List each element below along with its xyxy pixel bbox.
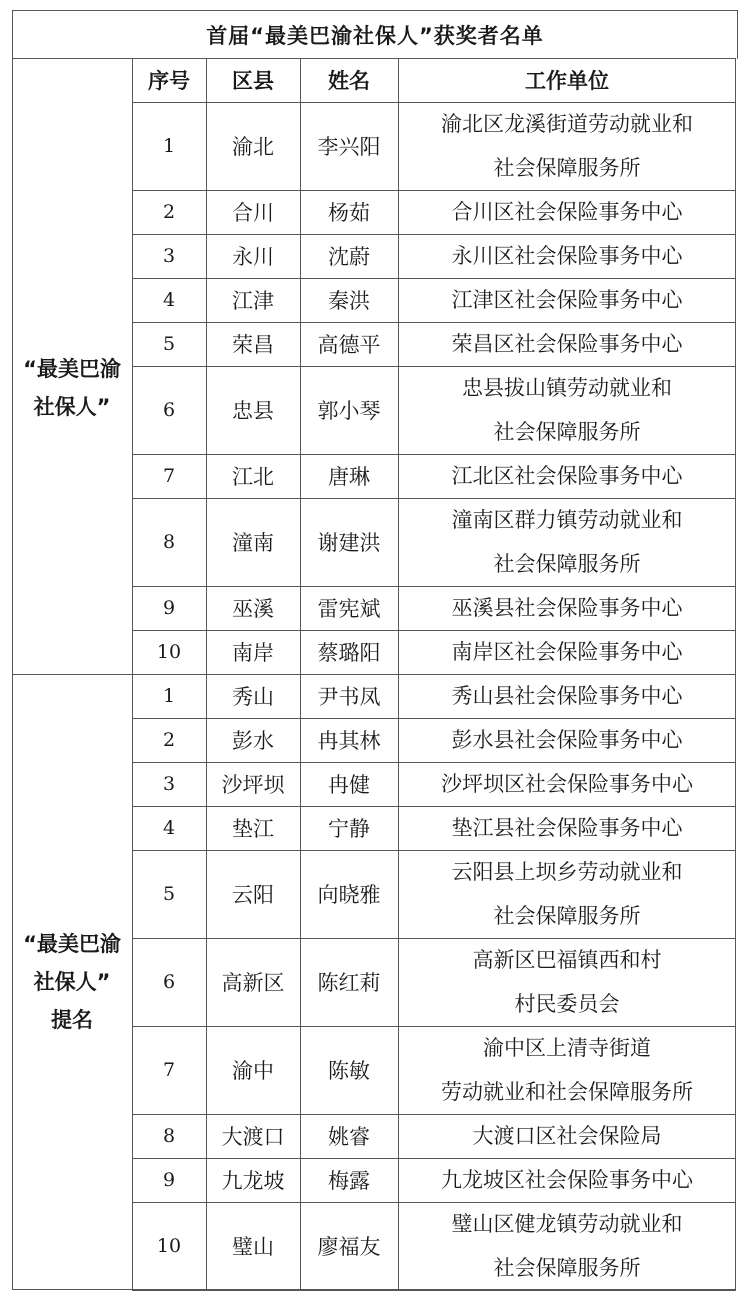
row-name: 谢建洪 [317,531,381,555]
row-name: 宁静 [328,817,370,841]
work-unit-line: 南岸区社会保险事务中心 [451,640,683,664]
row-name: 冉其林 [317,729,381,753]
row-work-unit [398,454,736,498]
group-label-line: 社保人” [33,395,111,419]
row-name: 陈敏 [328,1059,370,1083]
row-number: 4 [162,289,176,311]
row-number: 5 [162,883,176,905]
work-unit-line: 秀山县社会保险事务中心 [451,684,683,708]
row-district: 南岸 [232,641,274,665]
row-work-unit [398,762,736,806]
row-work-unit [398,674,736,718]
header-district: 区县 [232,69,274,93]
row-name: 高德平 [317,333,381,357]
work-unit-line: 社会保障服务所 [493,156,641,180]
row-district: 渝中 [232,1059,274,1083]
row-name: 蔡璐阳 [317,641,381,665]
header-unit: 工作单位 [525,69,609,93]
row-district: 潼南 [232,531,274,555]
group-label-line: 提名 [51,1008,93,1032]
group-label-line: “最美巴渝 [23,357,121,381]
row-work-unit [398,498,736,586]
row-district: 垫江 [232,817,274,841]
row-district: 云阳 [232,883,274,907]
group-label [12,102,132,674]
row-work-unit [398,1202,736,1290]
row-district: 高新区 [221,971,285,995]
row-name: 李兴阳 [317,135,381,159]
row-work-unit [398,938,736,1026]
row-district: 九龙坡 [221,1169,285,1193]
row-work-unit [398,1114,736,1158]
row-name: 秦洪 [328,289,370,313]
work-unit-line: 村民委员会 [514,992,620,1016]
row-work-unit [398,630,736,674]
group-label-line: 社保人” [33,970,111,994]
row-name: 沈蔚 [328,245,370,269]
row-district: 大渡口 [221,1125,285,1149]
work-unit-line: 荣昌区社会保险事务中心 [451,332,683,356]
row-number: 9 [162,1169,176,1191]
row-number: 9 [162,597,176,619]
work-unit-line: 璧山区健龙镇劳动就业和 [451,1212,683,1236]
row-name: 廖福友 [317,1235,381,1259]
row-number: 8 [162,1125,176,1147]
group-label-line: “最美巴渝 [23,932,121,956]
row-district: 彭水 [232,729,274,753]
header-name: 姓名 [328,69,370,93]
row-district: 璧山 [232,1235,274,1259]
work-unit-line: 大渡口区社会保险局 [472,1124,662,1148]
row-name: 冉健 [328,773,370,797]
row-name: 向晓雅 [317,883,381,907]
row-number: 10 [156,1235,182,1257]
row-number: 3 [162,773,176,795]
award-list-table [12,10,738,1302]
table-grid [12,58,736,1290]
row-work-unit [398,718,736,762]
row-number: 5 [162,333,176,355]
work-unit-line: 劳动就业和社会保障服务所 [441,1080,693,1104]
work-unit-line: 巫溪县社会保险事务中心 [451,596,683,620]
work-unit-line: 江津区社会保险事务中心 [451,288,683,312]
row-number: 2 [162,729,176,751]
row-number: 3 [162,245,176,267]
row-name: 陈红莉 [317,971,381,995]
work-unit-line: 江北区社会保险事务中心 [451,464,683,488]
row-number: 2 [162,201,176,223]
row-work-unit [398,850,736,938]
row-name: 唐琳 [328,465,370,489]
row-district: 秀山 [232,685,274,709]
row-name: 姚睿 [328,1125,370,1149]
row-district: 江津 [232,289,274,313]
row-number: 7 [162,465,176,487]
work-unit-line: 渝北区龙溪街道劳动就业和 [441,112,693,136]
row-name: 杨茹 [328,201,370,225]
header-no: 序号 [148,69,190,93]
row-number: 1 [162,685,176,707]
work-unit-line: 永川区社会保险事务中心 [451,244,683,268]
row-work-unit [398,278,736,322]
row-district: 沙坪坝 [221,773,285,797]
row-district: 渝北 [232,135,274,159]
row-number: 10 [156,641,182,663]
work-unit-line: 社会保障服务所 [493,552,641,576]
row-work-unit [398,1026,736,1114]
row-name: 尹书凤 [317,685,381,709]
work-unit-line: 忠县拔山镇劳动就业和 [462,376,672,400]
row-number: 6 [162,971,176,993]
row-name: 郭小琴 [317,399,381,423]
row-work-unit [398,102,736,190]
work-unit-line: 社会保障服务所 [493,420,641,444]
work-unit-line: 社会保障服务所 [493,1256,641,1280]
table-title: 首届“最美巴渝社保人”获奖者名单 [12,10,738,59]
row-number: 1 [162,135,176,157]
row-district: 合川 [232,201,274,225]
row-work-unit [398,586,736,630]
work-unit-line: 高新区巴福镇西和村 [472,948,662,972]
row-district: 永川 [232,245,274,269]
row-number: 8 [162,531,176,553]
row-work-unit [398,190,736,234]
row-work-unit [398,1158,736,1202]
row-name: 梅露 [328,1169,370,1193]
work-unit-line: 九龙坡区社会保险事务中心 [441,1168,693,1192]
row-work-unit [398,806,736,850]
work-unit-line: 潼南区群力镇劳动就业和 [451,508,683,532]
work-unit-line: 云阳县上坝乡劳动就业和 [451,860,683,884]
row-work-unit [398,234,736,278]
work-unit-line: 沙坪坝区社会保险事务中心 [441,772,693,796]
work-unit-line: 合川区社会保险事务中心 [451,200,683,224]
row-district: 荣昌 [232,333,274,357]
work-unit-line: 彭水县社会保险事务中心 [451,728,683,752]
work-unit-line: 渝中区上清寺街道 [483,1036,651,1060]
row-district: 江北 [232,465,274,489]
row-district: 忠县 [232,399,274,423]
row-number: 7 [162,1059,176,1081]
row-number: 4 [162,817,176,839]
row-district: 巫溪 [232,597,274,621]
row-name: 雷宪斌 [317,597,381,621]
work-unit-line: 垫江县社会保险事务中心 [451,816,683,840]
row-work-unit [398,366,736,454]
row-work-unit [398,322,736,366]
work-unit-line: 社会保障服务所 [493,904,641,928]
row-number: 6 [162,399,176,421]
group-label [12,674,132,1290]
